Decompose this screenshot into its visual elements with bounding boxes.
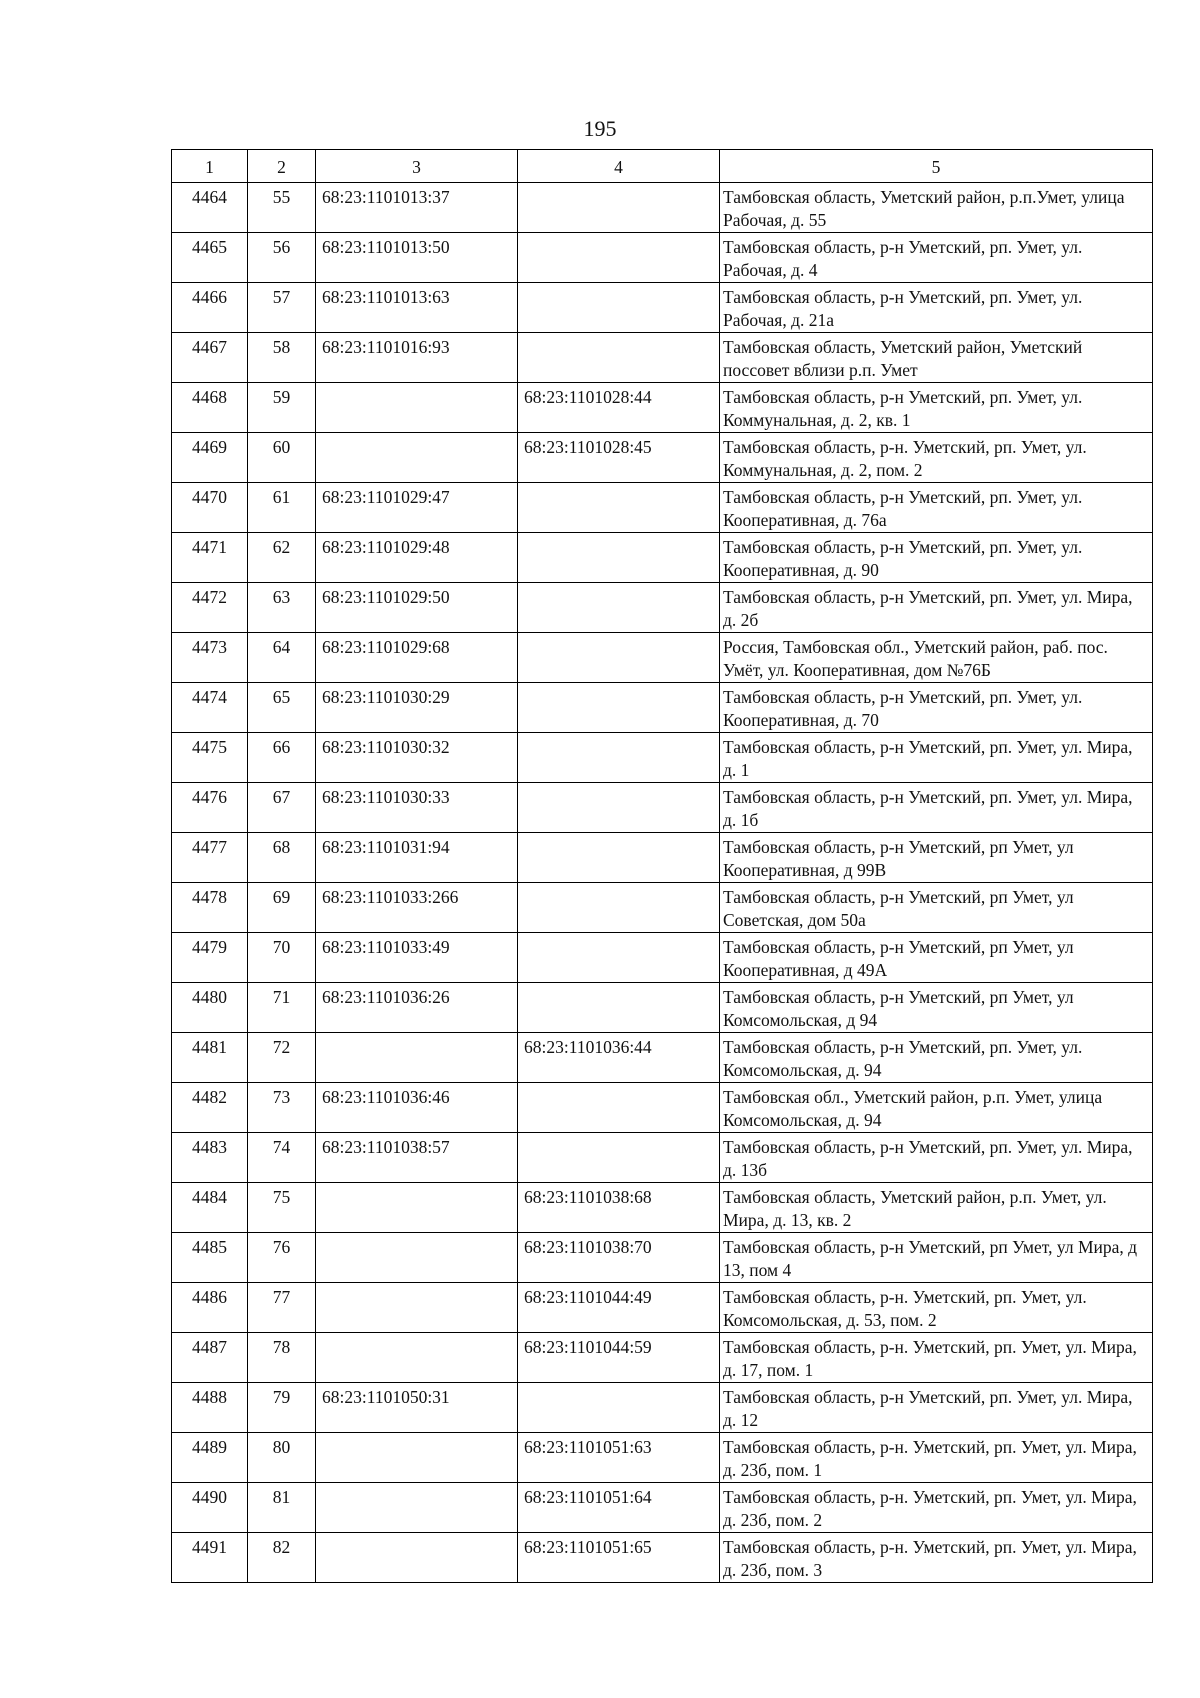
table-row <box>172 183 1153 233</box>
address-cell: Тамбовская область, р-н Уметский, рп. Умет, ул. Рабочая, д. 4 <box>720 233 1153 283</box>
cadastral-number-cell <box>316 1283 518 1333</box>
registry-number-cell: 4470 <box>172 483 248 533</box>
table-row <box>172 633 1153 683</box>
premises-cadastral-number-cell <box>518 683 720 733</box>
registry-table <box>171 149 1153 1583</box>
page-number: 195 <box>583 116 617 141</box>
premises-cadastral-number-cell: 68:23:1101038:70 <box>518 1233 720 1283</box>
table-row <box>172 933 1153 983</box>
table-row <box>172 533 1153 583</box>
address-cell: Тамбовская область, р-н. Уметский, рп. Умет, ул. Мира, д. 23б, пом. 3 <box>720 1533 1153 1583</box>
row-index-cell: 75 <box>248 1183 316 1233</box>
table-row <box>172 1333 1153 1383</box>
table-row <box>172 883 1153 933</box>
row-index-cell: 81 <box>248 1483 316 1533</box>
address-cell: Тамбовская область, Уметский район, р.п. Умет, ул. Мира, д. 13, кв. 2 <box>720 1183 1153 1233</box>
registry-number-cell: 4465 <box>172 233 248 283</box>
address-cell: Тамбовская область, р-н Уметский, рп. Умет, ул. Комсомольская, д. 94 <box>720 1033 1153 1083</box>
cadastral-number-cell: 68:23:1101030:32 <box>316 733 518 783</box>
registry-number-cell: 4472 <box>172 583 248 633</box>
row-index-cell: 66 <box>248 733 316 783</box>
cadastral-number-cell: 68:23:1101029:47 <box>316 483 518 533</box>
table-row <box>172 733 1153 783</box>
registry-number-cell: 4466 <box>172 283 248 333</box>
registry-number-cell: 4476 <box>172 783 248 833</box>
address-cell: Тамбовская область, р-н Уметский, рп. Умет, ул. Рабочая, д. 21а <box>720 283 1153 333</box>
table-row <box>172 783 1153 833</box>
row-index-cell: 68 <box>248 833 316 883</box>
cadastral-number-cell <box>316 1483 518 1533</box>
cadastral-number-cell: 68:23:1101029:50 <box>316 583 518 633</box>
address-cell: Россия, Тамбовская обл., Уметский район, раб. пос. Умёт, ул. Кооперативная, дом №76Б <box>720 633 1153 683</box>
row-index-cell: 55 <box>248 183 316 233</box>
premises-cadastral-number-cell <box>518 883 720 933</box>
address-cell: Тамбовская область, р-н Уметский, рп. Умет, ул. Мира, д. 12 <box>720 1383 1153 1433</box>
table-row <box>172 583 1153 633</box>
premises-cadastral-number-cell: 68:23:1101036:44 <box>518 1033 720 1083</box>
cadastral-number-cell: 68:23:1101029:68 <box>316 633 518 683</box>
table-row <box>172 483 1153 533</box>
cadastral-number-cell: 68:23:1101038:57 <box>316 1133 518 1183</box>
cadastral-number-cell: 68:23:1101033:49 <box>316 933 518 983</box>
row-index-cell: 60 <box>248 433 316 483</box>
address-cell: Тамбовская область, р-н. Уметский, рп. Умет, ул. Комсомольская, д. 53, пом. 2 <box>720 1283 1153 1333</box>
registry-number-cell: 4487 <box>172 1333 248 1383</box>
row-index-cell: 71 <box>248 983 316 1033</box>
cadastral-number-cell: 68:23:1101029:48 <box>316 533 518 583</box>
premises-cadastral-number-cell <box>518 233 720 283</box>
cadastral-number-cell: 68:23:1101030:29 <box>316 683 518 733</box>
registry-number-cell: 4477 <box>172 833 248 883</box>
table-row <box>172 683 1153 733</box>
cadastral-number-cell: 68:23:1101050:31 <box>316 1383 518 1433</box>
registry-number-cell: 4482 <box>172 1083 248 1133</box>
registry-number-cell: 4478 <box>172 883 248 933</box>
address-cell: Тамбовская область, р-н Уметский, рп. Умет, ул. Коммунальная, д. 2, кв. 1 <box>720 383 1153 433</box>
cadastral-number-cell: 68:23:1101036:26 <box>316 983 518 1033</box>
row-index-cell: 64 <box>248 633 316 683</box>
registry-number-cell: 4488 <box>172 1383 248 1433</box>
premises-cadastral-number-cell <box>518 333 720 383</box>
premises-cadastral-number-cell: 68:23:1101028:44 <box>518 383 720 433</box>
registry-number-cell: 4489 <box>172 1433 248 1483</box>
row-index-cell: 63 <box>248 583 316 633</box>
row-index-cell: 58 <box>248 333 316 383</box>
cadastral-number-cell: 68:23:1101031:94 <box>316 833 518 883</box>
row-index-cell: 57 <box>248 283 316 333</box>
registry-number-cell: 4485 <box>172 1233 248 1283</box>
address-cell: Тамбовская область, р-н Уметский, рп. Умет, ул. Мира, д. 1б <box>720 783 1153 833</box>
premises-cadastral-number-cell <box>518 783 720 833</box>
address-cell: Тамбовская область, р-н Уметский, рп Умет, ул Комсомольская, д 94 <box>720 983 1153 1033</box>
registry-number-cell: 4483 <box>172 1133 248 1183</box>
table-row <box>172 383 1153 433</box>
address-cell: Тамбовская область, р-н Уметский, рп Умет, ул Советская, дом 50а <box>720 883 1153 933</box>
row-index-cell: 70 <box>248 933 316 983</box>
address-cell: Тамбовская область, р-н Уметский, рп Умет, ул Мира, д 13, пом 4 <box>720 1233 1153 1283</box>
row-index-cell: 62 <box>248 533 316 583</box>
table-row <box>172 1233 1153 1283</box>
table-row <box>172 1483 1153 1533</box>
column-header-3: 3 <box>316 150 518 183</box>
cadastral-number-cell <box>316 1233 518 1283</box>
premises-cadastral-number-cell: 68:23:1101044:59 <box>518 1333 720 1383</box>
premises-cadastral-number-cell <box>518 183 720 233</box>
address-cell: Тамбовская область, р-н. Уметский, рп. Умет, ул. Коммунальная, д. 2, пом. 2 <box>720 433 1153 483</box>
table-body <box>172 183 1153 1583</box>
address-cell: Тамбовская область, р-н. Уметский, рп. Умет, ул. Мира, д. 17, пом. 1 <box>720 1333 1153 1383</box>
table-row <box>172 333 1153 383</box>
table-row <box>172 1133 1153 1183</box>
cadastral-number-cell <box>316 1333 518 1383</box>
premises-cadastral-number-cell <box>518 1383 720 1433</box>
column-header-4: 4 <box>518 150 720 183</box>
cadastral-number-cell: 68:23:1101013:50 <box>316 233 518 283</box>
registry-number-cell: 4467 <box>172 333 248 383</box>
table-row <box>172 1283 1153 1333</box>
registry-number-cell: 4475 <box>172 733 248 783</box>
table-row <box>172 1083 1153 1133</box>
premises-cadastral-number-cell <box>518 1083 720 1133</box>
table-row <box>172 283 1153 333</box>
table-row <box>172 1383 1153 1433</box>
table-row <box>172 433 1153 483</box>
row-index-cell: 72 <box>248 1033 316 1083</box>
registry-number-cell: 4469 <box>172 433 248 483</box>
table-row <box>172 1033 1153 1083</box>
premises-cadastral-number-cell: 68:23:1101038:68 <box>518 1183 720 1233</box>
premises-cadastral-number-cell <box>518 483 720 533</box>
premises-cadastral-number-cell <box>518 633 720 683</box>
row-index-cell: 61 <box>248 483 316 533</box>
registry-number-cell: 4481 <box>172 1033 248 1083</box>
cadastral-number-cell: 68:23:1101013:63 <box>316 283 518 333</box>
row-index-cell: 80 <box>248 1433 316 1483</box>
row-index-cell: 56 <box>248 233 316 283</box>
table-row <box>172 1533 1153 1583</box>
table-row <box>172 233 1153 283</box>
premises-cadastral-number-cell <box>518 533 720 583</box>
cadastral-number-cell: 68:23:1101016:93 <box>316 333 518 383</box>
row-index-cell: 59 <box>248 383 316 433</box>
premises-cadastral-number-cell: 68:23:1101051:65 <box>518 1533 720 1583</box>
premises-cadastral-number-cell <box>518 983 720 1033</box>
premises-cadastral-number-cell: 68:23:1101051:64 <box>518 1483 720 1533</box>
address-cell: Тамбовская область, р-н Уметский, рп Умет, ул Кооперативная, д 99В <box>720 833 1153 883</box>
registry-number-cell: 4464 <box>172 183 248 233</box>
premises-cadastral-number-cell: 68:23:1101044:49 <box>518 1283 720 1333</box>
row-index-cell: 65 <box>248 683 316 733</box>
cadastral-number-cell <box>316 1033 518 1083</box>
registry-number-cell: 4479 <box>172 933 248 983</box>
registry-number-cell: 4468 <box>172 383 248 433</box>
row-index-cell: 82 <box>248 1533 316 1583</box>
address-cell: Тамбовская область, Уметский район, Уметский поссовет вблизи р.п. Умет <box>720 333 1153 383</box>
cadastral-number-cell: 68:23:1101033:266 <box>316 883 518 933</box>
cadastral-number-cell: 68:23:1101036:46 <box>316 1083 518 1133</box>
address-cell: Тамбовская область, р-н Уметский, рп Умет, ул Кооперативная, д 49А <box>720 933 1153 983</box>
cadastral-number-cell: 68:23:1101013:37 <box>316 183 518 233</box>
header-row <box>172 150 1153 183</box>
address-cell: Тамбовская область, р-н Уметский, рп. Умет, ул. Мира, д. 13б <box>720 1133 1153 1183</box>
column-header-2: 2 <box>248 150 316 183</box>
address-cell: Тамбовская область, р-н Уметский, рп. Умет, ул. Кооперативная, д. 76а <box>720 483 1153 533</box>
table-row <box>172 983 1153 1033</box>
address-cell: Тамбовская область, р-н. Уметский, рп. Умет, ул. Мира, д. 23б, пом. 1 <box>720 1433 1153 1483</box>
row-index-cell: 73 <box>248 1083 316 1133</box>
column-header-5: 5 <box>720 150 1153 183</box>
premises-cadastral-number-cell: 68:23:1101051:63 <box>518 1433 720 1483</box>
premises-cadastral-number-cell <box>518 933 720 983</box>
registry-number-cell: 4474 <box>172 683 248 733</box>
address-cell: Тамбовская область, р-н Уметский, рп. Умет, ул. Мира, д. 2б <box>720 583 1153 633</box>
registry-number-cell: 4490 <box>172 1483 248 1533</box>
row-index-cell: 69 <box>248 883 316 933</box>
premises-cadastral-number-cell <box>518 583 720 633</box>
row-index-cell: 76 <box>248 1233 316 1283</box>
address-cell: Тамбовская область, р-н Уметский, рп. Умет, ул. Кооперативная, д. 70 <box>720 683 1153 733</box>
registry-number-cell: 4484 <box>172 1183 248 1233</box>
cadastral-number-cell <box>316 383 518 433</box>
premises-cadastral-number-cell <box>518 1133 720 1183</box>
premises-cadastral-number-cell <box>518 733 720 783</box>
table-row <box>172 833 1153 883</box>
row-index-cell: 77 <box>248 1283 316 1333</box>
cadastral-number-cell <box>316 433 518 483</box>
column-header-1: 1 <box>172 150 248 183</box>
cadastral-number-cell <box>316 1533 518 1583</box>
registry-number-cell: 4480 <box>172 983 248 1033</box>
cadastral-number-cell <box>316 1183 518 1233</box>
address-cell: Тамбовская обл., Уметский район, р.п. Умет, улица Комсомольская, д. 94 <box>720 1083 1153 1133</box>
address-cell: Тамбовская область, р-н. Уметский, рп. Умет, ул. Мира, д. 23б, пом. 2 <box>720 1483 1153 1533</box>
premises-cadastral-number-cell: 68:23:1101028:45 <box>518 433 720 483</box>
row-index-cell: 78 <box>248 1333 316 1383</box>
registry-number-cell: 4486 <box>172 1283 248 1333</box>
cadastral-number-cell: 68:23:1101030:33 <box>316 783 518 833</box>
address-cell: Тамбовская область, Уметский район, р.п.Умет, улица Рабочая, д. 55 <box>720 183 1153 233</box>
address-cell: Тамбовская область, р-н Уметский, рп. Умет, ул. Мира, д. 1 <box>720 733 1153 783</box>
row-index-cell: 74 <box>248 1133 316 1183</box>
address-cell: Тамбовская область, р-н Уметский, рп. Умет, ул. Кооперативная, д. 90 <box>720 533 1153 583</box>
table-row <box>172 1433 1153 1483</box>
row-index-cell: 67 <box>248 783 316 833</box>
registry-number-cell: 4491 <box>172 1533 248 1583</box>
table-row <box>172 1183 1153 1233</box>
cadastral-number-cell <box>316 1433 518 1483</box>
registry-number-cell: 4471 <box>172 533 248 583</box>
registry-number-cell: 4473 <box>172 633 248 683</box>
premises-cadastral-number-cell <box>518 283 720 333</box>
row-index-cell: 79 <box>248 1383 316 1433</box>
premises-cadastral-number-cell <box>518 833 720 883</box>
